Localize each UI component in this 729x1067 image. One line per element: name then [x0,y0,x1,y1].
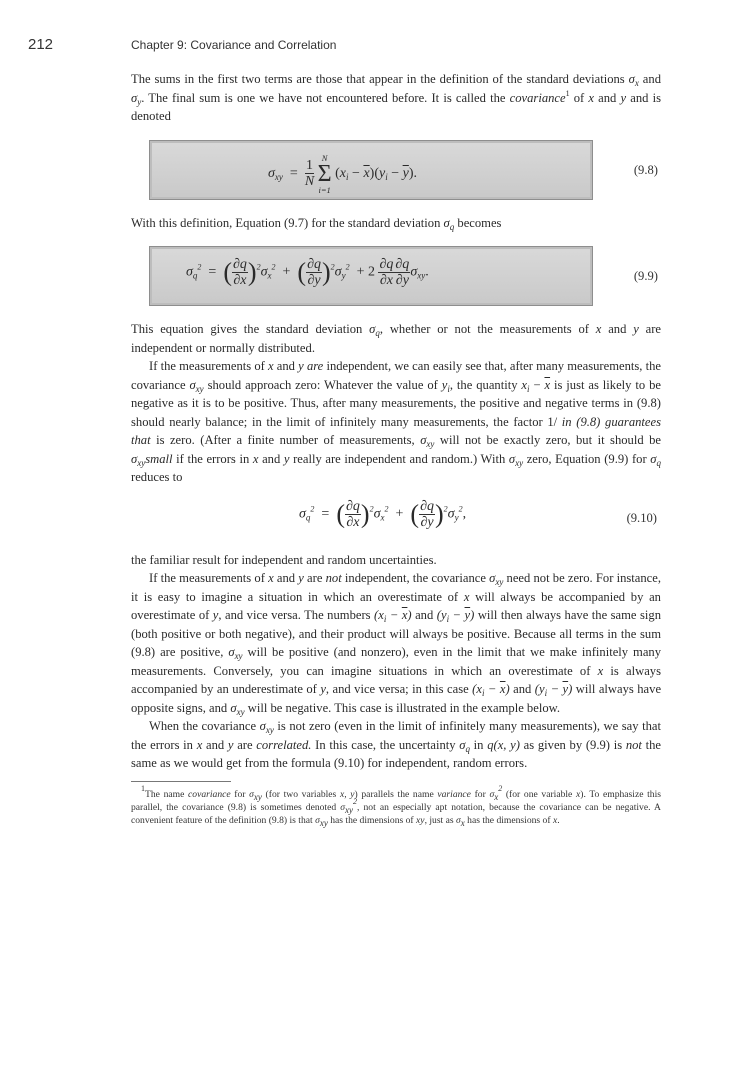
page-body [131,70,661,827]
equation-9-10: $\sigma_q^2$ = ( $\frac{\partial q}{\partial x}$ )$^2\sigma_x^2$ + ( $\frac{\partial q}{\partial y}$ )$^2\sigma_y^2$, (9.10) [299,498,657,530]
equation-9-8-box [149,140,658,200]
paragraph-4: If the measurements of x and y are independent, we can easily see that, after many measurements, the covariance $\sigma_{xy}$ should approach zero: Whatever the value of $y_i$, the quantity $x_i - \overline{x}$ is just as likely to be negative as it is to be positive. Thus, after many measurements, the positive and negative terms in (9.8) should nearly balance; in the limit of infinitely many measurements, the factor 1/ in (9.8) guarantees that is zero. (After a finite number of measurements, $\sigma_{xy}$ will not be exactly zero, but it should be $\sigma_{xy}small$ if the errors in x and y really are independent and random.) With $\sigma_{xy}$ zero, Equation (9.9) for $\sigma_q$ reduces to [131,359,661,484]
equation-9-8: $\sigma_{xy}$ = $\frac{1}{N}$ N Σ i=1 $(x_i - \overline{x})(y_i - \overline{y})$. [268,152,418,195]
page-header [28,36,689,56]
equation-number-9-8: (9.8) [633,162,658,177]
equation-9-9-box [149,246,658,306]
footnote: $^1$The name covariance for $\sigma_{xy}$ (for two variables x, y) parallels the name variance for $\sigma_x^2$ (for one variable x). To emphasize this parallel, the covariance (9.8) is sometimes denoted $\sigma_{xy}^2$, not an especially apt notation, because the covariance can be negative. A convenient feature of the definition (9.8) is that $\sigma_{xy}$ has the dimensions of xy, just as $\sigma_x$ has the dimensions of x. [131,783,661,828]
paragraph-5: the familiar result for independent and random uncertainties. [131,552,437,567]
equation-9-9: $\sigma_q^2$ = ( $\frac{\partial q}{\partial x}$ )$^2\sigma_x^2$ + ( $\frac{\partial q}{\partial y}$ )$^2\sigma_y^2 + 2$ $\frac{\partial q}{\partial x}$ $\frac{\partial q}{\partial y}$ $\sigma_{xy}$. [186,257,429,288]
paragraph-1: The sums in the first two terms are those that appear in the definition of the standard deviations $\sigma_x$ and $\sigma_y$. The final sum is one we have not encountered before. It is called the covariance$^1$ of x and y and is denoted [131,72,661,123]
footnote-marker: 1 [565,88,570,98]
paragraph-2: With this definition, Equation (9.7) for the standard deviation $\sigma_q$ becomes [131,215,502,232]
paragraph-3: This equation gives the standard deviation $\sigma_q$, whether or not the measurements of x and y are independent or normally distributed. [131,322,662,355]
page-number: 212 [28,36,54,53]
footnote-divider [131,781,231,782]
equation-number-9-9: (9.9) [633,268,658,283]
equation-number-9-10: (9.10) [626,510,657,525]
paragraph-7: When the covariance $\sigma_{xy}$ is not zero (even in the limit of infinitely many measurements), we say that the errors in x and y are correlated. In this case, the uncertainty $\sigma_q$ in q(x, y) as given by (9.9) is not the same as we would get from the formula (9.10) for independent, random errors. [131,719,662,770]
paragraph-6: If the measurements of x and y are not independent, the covariance $\sigma_{xy}$ need not be zero. For instance, it is easy to imagine a situation in which an overestimate of x will always be accompanied by an overestimate of y, and vice versa. The numbers $(x_i - \overline{x})$ and $(y_i - \overline{y})$ will then always have the same sign (both positive or both negative), and their product will always be positive. Because all terms in the sum (9.8) are positive, $\sigma_{xy}$ will be positive (and nonzero), even in the limit that we make infinitely many measurements. Conversely, you can imagine situations in which an overestimate of x is always accompanied by an underestimate of y, and vice versa; in this case $(x_i - \overline{x})$ and $(y_i - \overline{y})$ will always have opposite signs, and $\sigma_{xy}$ will be negative. This case is illustrated in the example below. [131,571,662,717]
running-head: Chapter 9: Covariance and Correlation [131,38,337,52]
